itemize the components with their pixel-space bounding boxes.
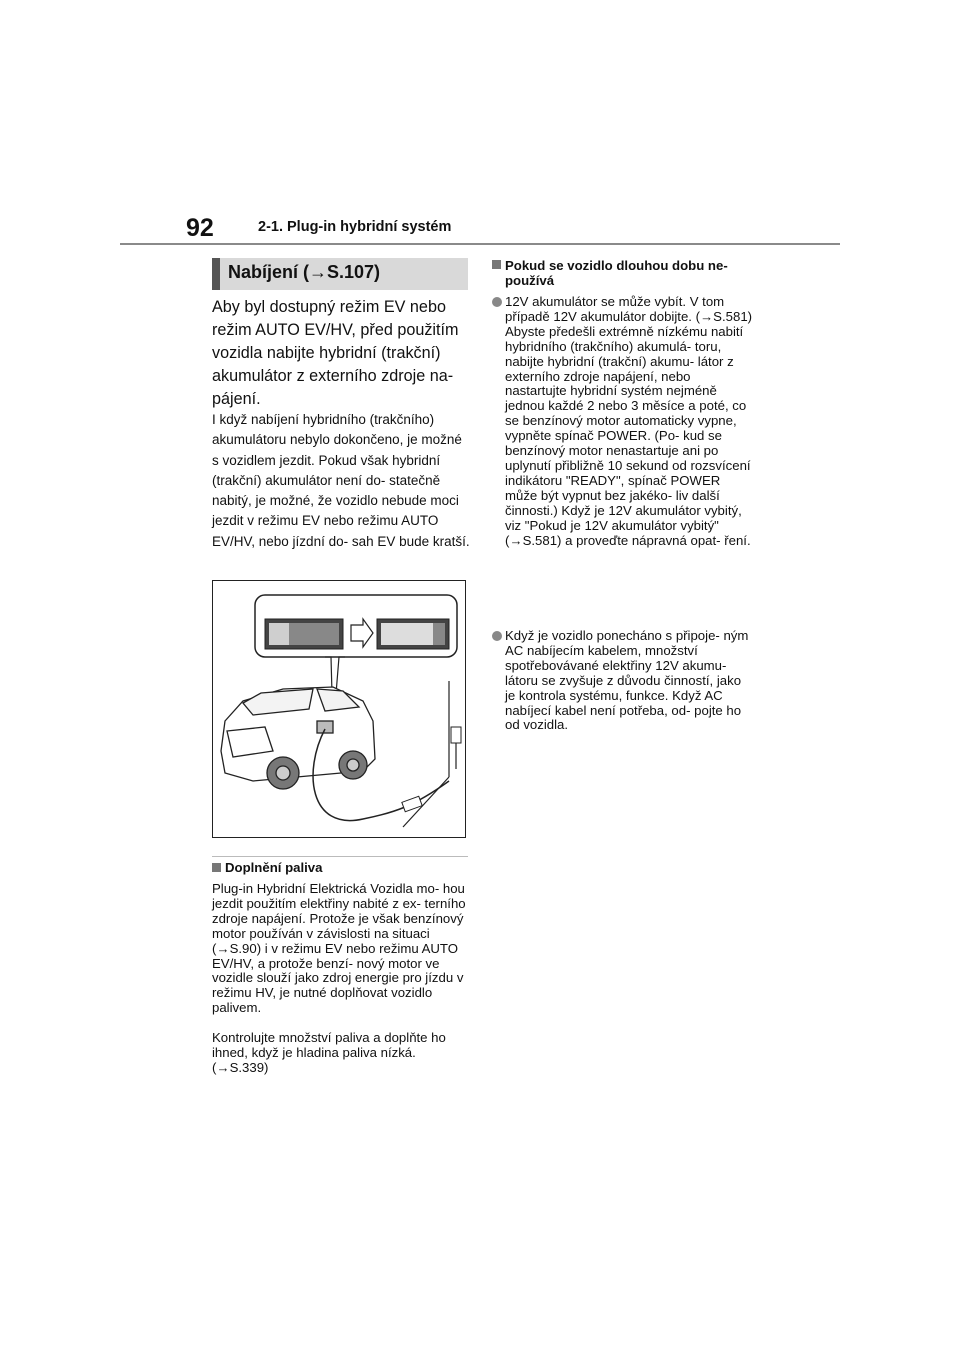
chapter-title: 2-1. Plug-in hybridní systém	[258, 219, 452, 235]
list-item-text: Když je vozidlo ponecháno s připoje- ným AC nabíjecím kabelem, množství spotřebovávané elektřiny 12V akumu- látoru se zvyšuje z důvodu činností, jako je kontrola systému, funkce. Když AC nabíjecí kabel není potřeba, od- pojte ho od vozidla.	[505, 628, 749, 733]
charging-illustration-svg	[213, 581, 465, 837]
header-divider	[120, 243, 840, 245]
square-bullet-icon	[492, 260, 501, 269]
heading-accent-bar	[212, 258, 220, 290]
refuel-paragraph-2: Kontrolujte množství paliva a doplňte ho ihned, když je hladina paliva nízká. (→S.339)	[212, 1030, 446, 1075]
refuel-paragraph-1: Plug-in Hybridní Elektrická Vozidla mo- hou jezdit použitím elektřiny nabité z ex- terního zdroje napájení. Protože je však benzínový motor používán v závislosti na situaci (→S.90) i v režimu EV nebo režimu AUTO EV/HV, a protože benzí- nový motor ve vozidle slouží jako zdroj energie pro jízdu v režimu HV, je nutné doplňovat vozidlo palivem.	[212, 881, 466, 1016]
round-bullet-icon	[492, 631, 502, 641]
refuel-subheading-text: Doplnění paliva	[225, 860, 323, 875]
refuel-subheading	[212, 860, 322, 875]
page-number: 92	[186, 214, 214, 242]
unused-subheading-text: Pokud se vozidlo dlouhou dobu ne- používá	[505, 258, 728, 288]
list-item	[492, 629, 754, 733]
charging-illustration	[212, 580, 466, 838]
section-divider	[212, 856, 468, 857]
square-bullet-icon	[212, 863, 221, 872]
body-paragraph: I když nabíjení hybridního (trakčního) akumulátoru nebylo dokončeno, je možné s vozidlem jezdit. Pokud však hybridní (trakční) akumulátor není do- statečně nabitý, je možné, že vozidlo nebude moci jezdit v režimu EV nebo režimu AUTO EV/HV, nebo jízdní do- sah EV bude kratší.	[212, 412, 470, 549]
lead-paragraph: Aby byl dostupný režim EV nebo režim AUTO EV/HV, před použitím vozidla nabijte hybridní (trakční) akumulátor z externího zdroje na- pájení.	[212, 298, 459, 408]
section-heading-text: Nabíjení (→S.107)	[228, 262, 381, 282]
vehicle-icon	[221, 687, 375, 789]
power-outlet-icon	[451, 727, 461, 743]
round-bullet-icon	[492, 297, 502, 307]
list-item-text: 12V akumulátor se může vybít. V tom případě 12V akumulátor dobijte. (→S.581) Abyste předešli extrémně nízkému nabití hybridního (trakčního) akumulá- toru, nabijte hybridní (trakční) akumu- látor z externího zdroje napájení, nebo nastartujte hybridní systém nejméně jednou každé 2 nebo 3 měsíce a poté, co se benzínový motor automaticky vypne, vypněte spínač POWER. (Po- kud se benzínový motor nenastartuje ani po uplynutí přibližně 10 sekund od rozsvícení indikátoru "READY", spínač POWER může být vypnut bez jakéko- liv další činnosti.) Když je 12V akumulátor vybitý, viz "Pokud je 12V akumulátor vybitý" (→S.581) a proveďte nápravná opat- ření.	[505, 294, 753, 548]
unused-subheading	[492, 258, 752, 288]
section-heading	[212, 258, 468, 290]
list-item	[492, 295, 754, 548]
